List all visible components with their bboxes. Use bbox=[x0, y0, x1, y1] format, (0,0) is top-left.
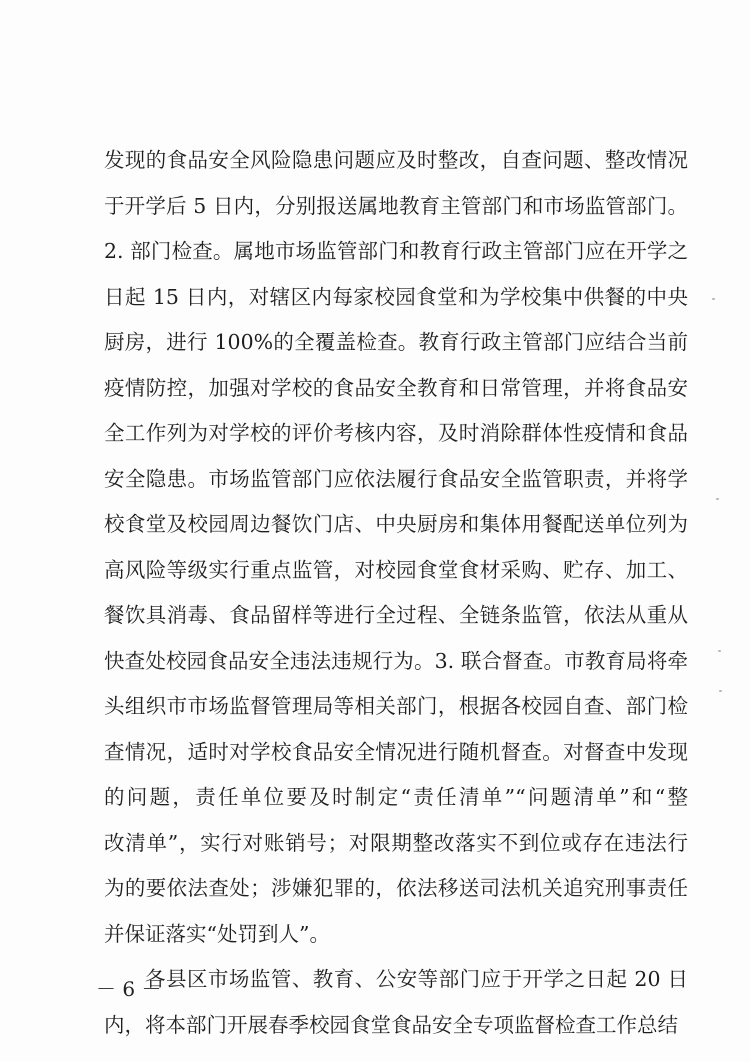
text-line: 校食堂及校园周边餐饮门店、中央厨房和集体用餐配送单位列为 bbox=[104, 512, 688, 536]
text-line: 餐饮具消毒、食品留样等进行全过程、全链条监管，依法从重从 bbox=[104, 603, 688, 627]
text-line: 全工作列为对学校的评价考核内容，及时消除群体性疫情和食品 bbox=[104, 421, 688, 445]
text-line: 查情况，适时对学校食品安全情况进行随机督查。对督查中发现 bbox=[104, 739, 688, 764]
text-line: 安全隐患。市场监管部门应依法履行食品安全监管职责，并将学 bbox=[104, 466, 688, 491]
text-line: 厨房，进行 100%的全覆盖检查。教育行政主管部门应结合当前 bbox=[104, 330, 688, 354]
text-line: 各县区市场监管、教育、公安等部门应于开学之日起 20 日 bbox=[145, 967, 688, 991]
text-line: 于开学后 5 日内，分别报送属地教育主管部门和市场监管部门。 bbox=[104, 193, 688, 218]
text-line: 内，将本部门开展春季校园食堂食品安全专项监督检查工作总结 bbox=[104, 1012, 678, 1037]
text-line: 并保证落实“处罚到人”。 bbox=[104, 921, 330, 946]
text-line: 疫情防控，加强对学校的食品安全教育和日常管理，并将食品安 bbox=[104, 375, 688, 400]
text-line: 发现的食品安全风险隐患问题应及时整改，自查问题、整改情况 bbox=[104, 148, 688, 172]
text-line: 快查处校园食品安全违法违规行为。3. 联合督查。市教育局将牵 bbox=[104, 648, 688, 673]
text-line: 为的要依法查处；涉嫌犯罪的，依法移送司法机关追究刑事责任 bbox=[104, 876, 688, 900]
scan-speck bbox=[719, 690, 722, 692]
body-text bbox=[104, 138, 688, 1048]
page-number: － 6 － bbox=[96, 977, 162, 1001]
text-line: 改清单”，实行对账销号；对限期整改落实不到位或存在违法行 bbox=[104, 830, 688, 855]
text-line: 高风险等级实行重点监管，对校园食堂食材采购、贮存、加工、 bbox=[104, 557, 688, 582]
scan-speck bbox=[712, 298, 715, 300]
scan-speck bbox=[718, 650, 721, 652]
text-line: 头组织市市场监督管理局等相关部门，根据各校园自查、部门检 bbox=[104, 694, 688, 718]
text-line: 2. 部门检查。属地市场监管部门和教育行政主管部门应在开学之 bbox=[104, 239, 688, 263]
scan-speck bbox=[716, 498, 719, 500]
text-line: 日起 15 日内，对辖区内每家校园食堂和为学校集中供餐的中央 bbox=[104, 284, 688, 309]
text-line: 的问题，责任单位要及时制定“责任清单”“问题清单”和“整 bbox=[104, 785, 688, 809]
